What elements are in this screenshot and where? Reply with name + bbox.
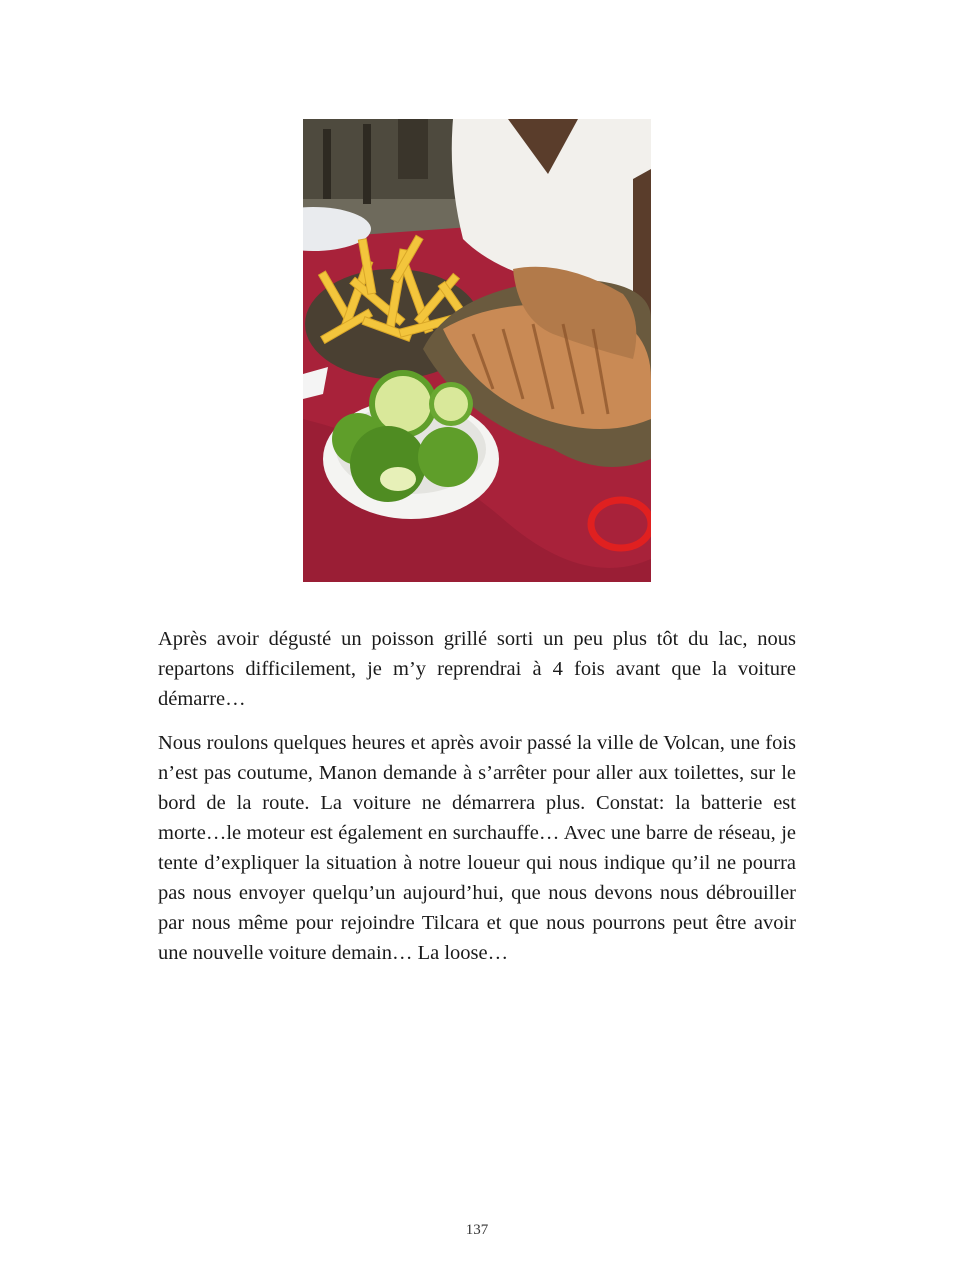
chair-back bbox=[398, 119, 428, 179]
paragraph: Nous roulons quelques heures et après avoir passé la ville de Volcan, une fois n’est pas coutume, Manon demande à s’arrêter pour aller aux toilettes, sur le bord de la route. La voiture ne démarrera plus. Constat: la batterie est morte…le moteur est également en surchauffe… Avec une barre de réseau, je tente d’expliquer la situation à notre loueur qui nous indique qu’il ne pourra pas nous envoyer quelqu’un aujourd’hui, que nous devons nous débrouiller par nous même pour rejoindre Tilcara et que nous pourrons peut être avoir une nouvelle voiture demain… La loose… bbox=[158, 732, 796, 964]
body-text bbox=[158, 624, 796, 982]
chair-leg bbox=[363, 124, 371, 204]
food-photo-illustration bbox=[303, 119, 651, 582]
chair-leg bbox=[323, 129, 331, 199]
paragraph: Après avoir dégusté un poisson grillé sorti un peu plus tôt du lac, nous repartons difficilement, je m’y reprendrai à 4 fois avant que la voiture démarre… bbox=[158, 628, 796, 710]
page-number: 137 bbox=[465, 1222, 489, 1238]
food-photo bbox=[303, 119, 651, 582]
